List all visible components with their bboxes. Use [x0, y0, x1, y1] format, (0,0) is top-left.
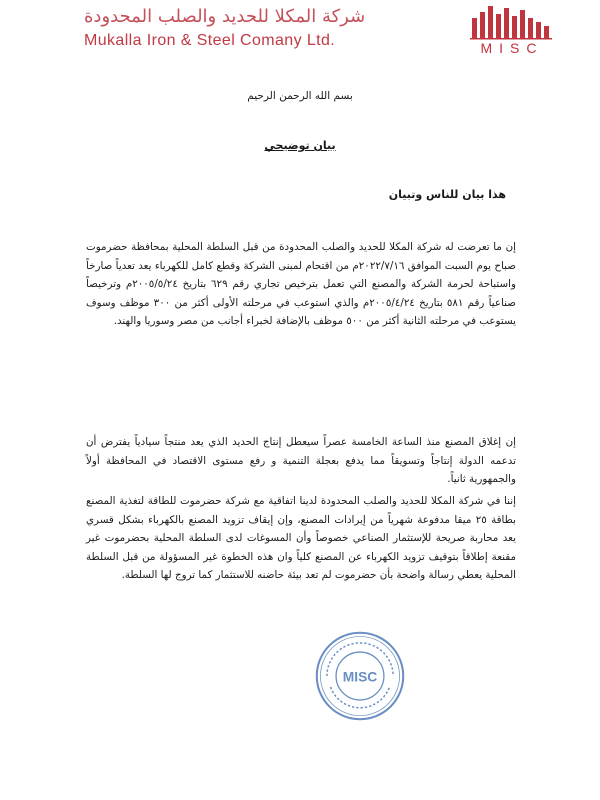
basmala: بسم الله الرحمن الرحيم [247, 90, 353, 102]
company-name-english: Mukalla Iron & Steel Comany Ltd. [84, 32, 336, 49]
letterhead [0, 0, 600, 62]
paragraph-3: إننا في شركة المكلا للحديد والصلب المحدودة لدينا اتفاقية مع شركة حضرموت للطاقة لتغذية المصنع بطاقة ٢٥ ميقا مدفوعة شهرياً من إيرادات المصنع، وإن إيقاف تزويد المصنع بالكهرباء بشكل قسري يعد محاربة صريحة للإستثمار الصناعي خصوصاً وأن المسوغات لدى السلطة المحلية بحضرموت غير مقنعة إطلاقاً بتوقيف تزويد الكهرباء عن المصنع كلياً وان هذه الخطوة غير المسؤولة من قبل السلطة المحلية يعطي رسالة واضحة بأن حضرموت لم تعد بيئة حاضنه للاستثمار كما تروج لها السلطة. [86, 495, 516, 582]
intro-line: هذا بيان للناس وتبيان [388, 188, 506, 201]
steel-bars-icon [462, 4, 562, 40]
document-title: بيان توضيحي [264, 139, 336, 152]
paragraph-1: إن ما تعرضت له شركة المكلا للحديد والصلب المحدودة من قبل السلطة المحلية بمحافظة حضرموت صباح يوم السبت الموافق ٢٠٢٢/٧/١٦م من اقتحام لمبنى الشركة وقطع كامل للكهرباء يعد تعدياً صارخاً واستباحة لحرمة الشركة والمصنع التي تعمل بترخيص تجاري رقم ٦٢٩ بتاريخ ٢٠٠٥/٥/٢٤م وترخيصاً صناعياً رقم ٥٨١ بتاريخ ٢٠٠٥/٤/٢٤م والذي استوعب في مرحلته الأولى أكثر من ٣٠٠ موظف وسوف يستوعب في مرحلته الثانية أكثر من ٥٠٠ موظف بالإضافة لخبراء أجانب من مصر وسوريا والهند. [86, 241, 516, 328]
paragraph-2: إن إغلاق المصنع منذ الساعة الخامسة عصراً سيعطل إنتاج الحديد الذي يعد منتجاً سيادياً يفترض أن تدعمه الدولة إنتاجاً وتسويقاً مما يدفع بعجلة التنمية و رفع مستوى الاقتصاد في المحافظة أولاً والجمهورية ثانياً. [86, 436, 516, 486]
company-stamp [314, 630, 406, 722]
company-name-arabic: شركة المكلا للحديد والصلب المحدودة [84, 6, 366, 27]
logo-text: MISC [480, 40, 544, 56]
misc-logo [462, 4, 562, 60]
stamp-text: MISC [342, 669, 378, 685]
